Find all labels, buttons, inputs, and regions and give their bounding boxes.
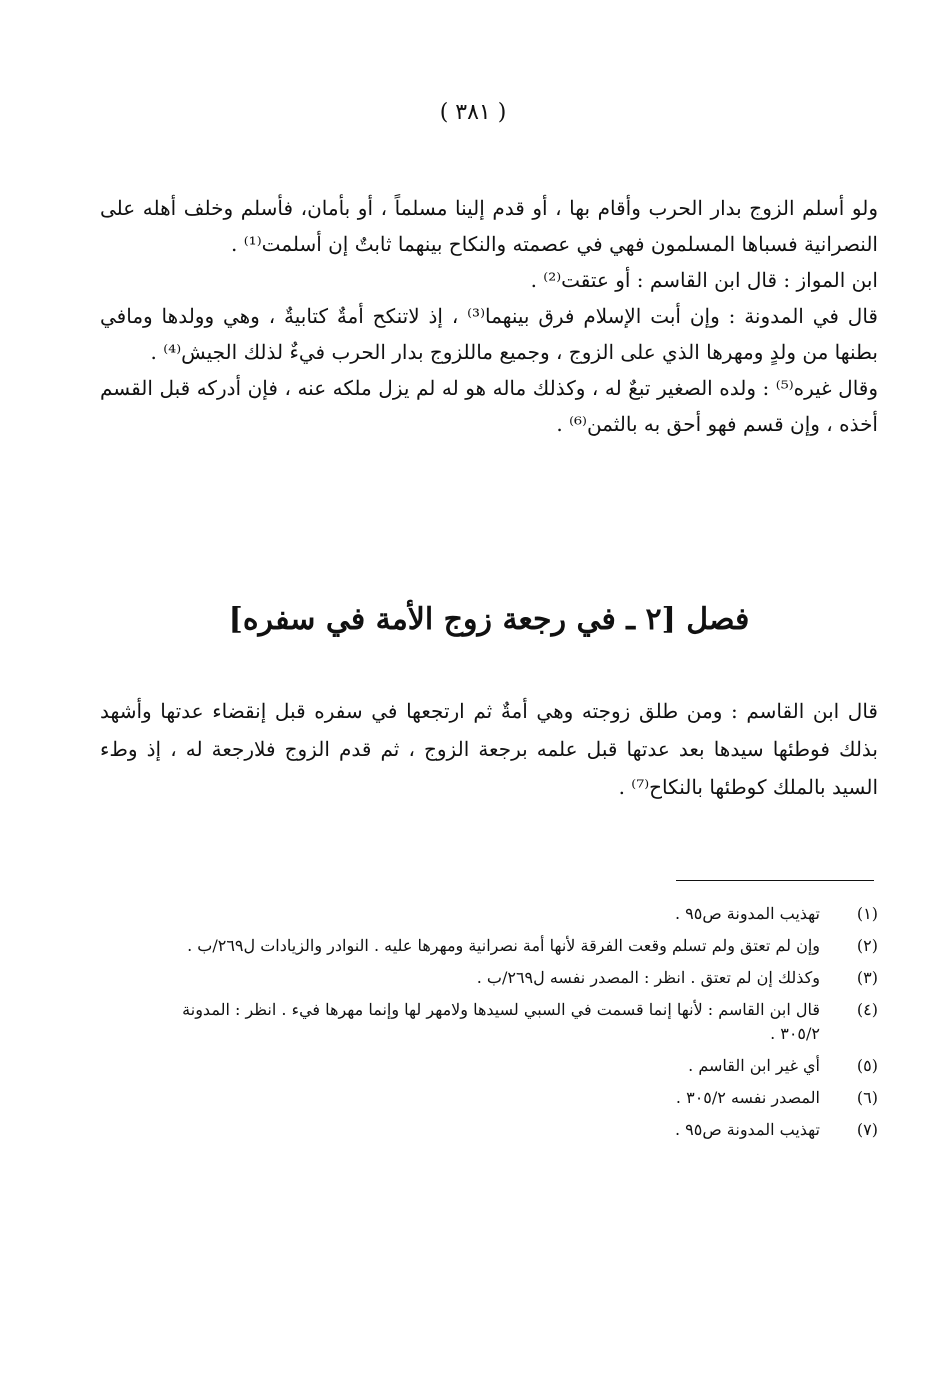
footnote-divider [676,880,874,881]
footnote-item [150,966,878,990]
footnote-number: (٥) [856,1056,878,1075]
footnote-number: (٢) [856,936,878,955]
footnote-number: (١) [856,904,878,923]
paragraph: ابن المواز : قال ابن القاسم : أو عتقت⁽²⁾ . [530,268,878,292]
page-number: ( ٣٨١ ) [439,100,507,125]
footnote-number: (٦) [856,1088,878,1107]
section-text [100,692,878,806]
footnote-item [150,1118,878,1142]
paragraph: قال ابن القاسم : ومن طلق زوجته وهي أمةٌ ثم ارتجعها في سفره قبل إنقضاء عدتها وأشهد بذلك فوطئها سيدها بعد عدتها قبل علمه برجعة الزوج ، ثم قدم الزوج فلارجعة له ، إذ وطء السيد بالملك كوطئها بالنكاح⁽⁷⁾ . [100,699,878,799]
footnote-number: (٤) [856,1000,878,1019]
footnote-text: وكذلك إن لم تعتق . انظر : المصدر نفسه ل٢٦٩/ب . [476,968,820,987]
paragraph: قال في المدونة : وإن أبت الإسلام فرق بينهما⁽³⁾ ، إذ لاتنكح أمةٌ كتابيةٌ ، وهي وولدها ومافي بطنها من ولدٍ ومهرها الذي على الزوج ، وجميع ماللزوج بدار الحرب فيءٌ لذلك الجيش⁽⁴⁾ . [100,304,878,364]
footnote-item [150,902,878,926]
footnote-text: وإن لم تعتق ولم تسلم وقعت الفرقة لأنها أمة نصرانية ومهرها عليه . النوادر والزيادات ل٢٦٩/ب . [187,936,820,955]
footnote-text: المصدر نفسه ٣٠٥/٢ . [675,1088,820,1107]
section-heading: فصل [٢ ـ في رجعة زوج الأمة في سفره] [228,602,750,637]
footnote-text: تهذيب المدونة ص٩٥ . [675,904,820,923]
footnote-text: قال ابن القاسم : لأنها إنما قسمت في السبي لسيدها ولامهر لها وإنما مهرها فيء . انظر : المدونة ٣٠٥/٢ . [182,1000,820,1043]
footnote-text: أي غير ابن القاسم . [688,1056,820,1075]
footnote-number: (٧) [856,1120,878,1139]
footnote-item [150,1054,878,1078]
footnote-text: تهذيب المدونة ص٩٥ . [675,1120,820,1139]
paragraph: وقال غيره⁽⁵⁾ : ولده الصغير تبعٌ له ، وكذلك ماله هو له لم يزل ملكه عنه ، فإن أدركه قبل القسم أخذه ، وإن قسم فهو أحق به بالثمن⁽⁶⁾ . [100,376,879,436]
main-text [100,190,878,442]
footnote-item [150,998,878,1046]
footnote-item [150,934,878,958]
footnote-number: (٣) [856,968,878,987]
footnotes [150,902,878,1150]
footnote-item [150,1086,878,1110]
paragraph: ولو أسلم الزوج بدار الحرب وأقام بها ، أو قدم إلينا مسلماً ، أو بأمان، فأسلم وخلف أهله على النصرانية فسباها المسلمون فهي في عصمته والنكاح بينهما ثابتٌ إن أسلمت⁽¹⁾ . [100,196,878,256]
